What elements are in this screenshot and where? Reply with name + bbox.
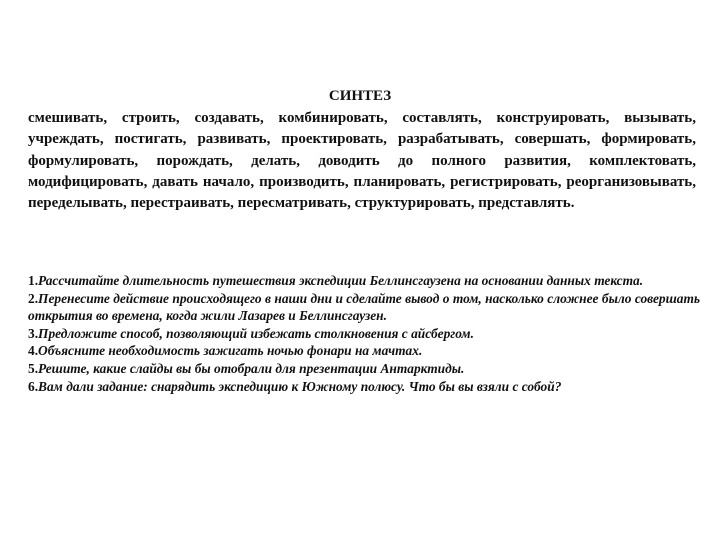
task-text: Перенесите действие происходящего в наши дни и сделайте вывод о том, насколько сложнее было совершать открытия во времена, когда жили Лазарев и Беллинсгаузен. [28, 290, 700, 324]
task-item [28, 342, 700, 360]
task-text: Вам дали задание: снарядить экспедицию к Южному полюсу. Что бы вы взяли с собой? [38, 378, 562, 394]
task-number: 1. [28, 273, 39, 288]
task-text: Решите, какие слайды вы бы отобрали для презентации Антарктиды. [38, 360, 465, 376]
task-number: 4. [28, 343, 39, 359]
slide-title: СИНТЕЗ [328, 88, 392, 104]
task-text: Объясните необходимость зажигать ночью фонари на мачтах. [38, 343, 423, 359]
task-number: 5. [28, 360, 39, 376]
task-list [28, 272, 700, 395]
task-item [28, 272, 700, 290]
task-number: 2. [28, 290, 39, 306]
task-text: Предложите способ, позволяющий избежать столкновения с айсбергом. [38, 325, 474, 341]
verb-list: смешивать, строить, создавать, комбинировать, составлять, конструировать, вызывать, учреждать, постигать, развивать, проектировать, разрабатывать, совершать, формировать, формулировать, порождать, делать, доводить до полного развития, комплектовать, модифицировать, давать начало, производить, планировать, регистрировать, реорганизовывать, переделывать, перестраивать, пересматривать, структурировать, представлять. [28, 110, 696, 212]
task-number: 6. [28, 378, 39, 394]
task-item [28, 378, 700, 396]
task-number: 3. [28, 325, 39, 341]
task-item [28, 360, 700, 378]
task-text: Рассчитайте длительность путешествия экспедиции Беллинсгаузена на основании данных текста. [38, 273, 644, 288]
task-item [28, 290, 700, 325]
task-item [28, 325, 700, 343]
